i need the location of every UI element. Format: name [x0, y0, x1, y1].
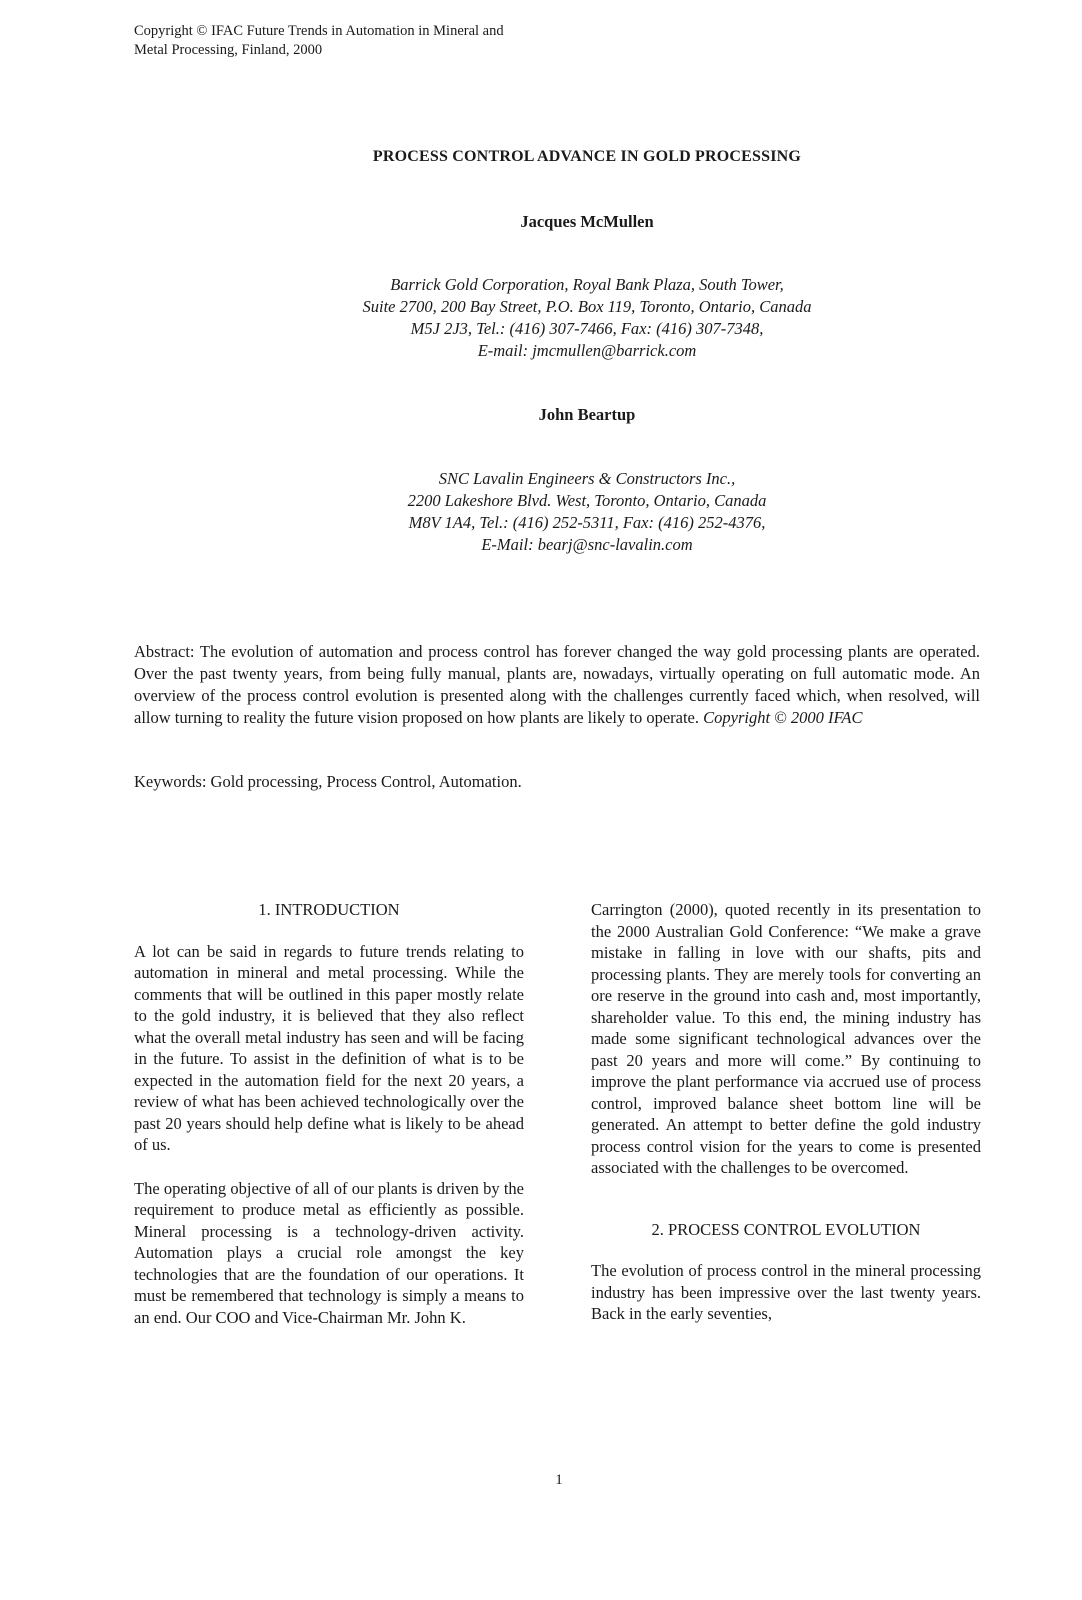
author-affiliation-2 [0, 468, 1082, 556]
affiliation-line: Suite 2700, 200 Bay Street, P.O. Box 119, Toronto, Ontario, Canada [362, 297, 812, 316]
author-name-1: Jacques McMullen [520, 212, 654, 231]
paragraph: Carrington (2000), quoted recently in its presentation to the 2000 Australian Gold Conference: “We make a grave mistake in falling in love with our shafts, pits and processing plants. They are merely tools for converting an ore reserve in the ground into cash and, most importantly, shareholder value. To this end, the mining industry has made some significant technological advances over the past 20 years and more will come.” By continuing to improve the plant performance via accrued use of process control, improved balance sheet bottom line will be generated. An attempt to better define the gold industry process control vision for the years to come is presented associated with the challenges to be overcomed. [591, 900, 981, 1177]
keywords: Keywords: Gold processing, Process Control, Automation. [134, 772, 522, 791]
paragraph: The evolution of process control in the mineral processing industry has been impressive over the last twenty years. Back in the early seventies, [591, 1261, 981, 1323]
affiliation-line: M8V 1A4, Tel.: (416) 252-5311, Fax: (416) 252-4376, [408, 513, 766, 532]
abstract-copyright: Copyright © 2000 IFAC [703, 708, 863, 727]
section-heading-process-control-evolution: 2. PROCESS CONTROL EVOLUTION [651, 1219, 921, 1239]
affiliation-line: M5J 2J3, Tel.: (416) 307-7466, Fax: (416) 307-7348, [410, 319, 764, 338]
affiliation-line: 2200 Lakeshore Blvd. West, Toronto, Ontario, Canada [407, 491, 767, 510]
affiliation-line: E-mail: jmcmullen@barrick.com [477, 341, 697, 360]
left-column [134, 899, 524, 1328]
affiliation-line: SNC Lavalin Engineers & Constructors Inc., [438, 469, 736, 488]
author-affiliation-1 [0, 274, 1082, 362]
copyright-notice [134, 22, 654, 60]
affiliation-line: E-Mail: bearj@snc-lavalin.com [481, 535, 693, 554]
paragraph: The operating objective of all of our plants is driven by the requirement to produce metal as efficiently as possible. Mineral processing is a technology-driven activity. Automation plays a crucial role amongst the key technologies that are the foundation of our operations. It must be remembered that technology is simply a means to an end. Our COO and Vice-Chairman Mr. John K. [134, 1178, 524, 1327]
page-number: 1 [555, 1472, 563, 1488]
copyright-line-2: Metal Processing, Finland, 2000 [134, 42, 323, 58]
author-name-2: John Beartup [538, 405, 636, 424]
affiliation-line: Barrick Gold Corporation, Royal Bank Plaza, South Tower, [390, 275, 784, 294]
copyright-line-1: Copyright © IFAC Future Trends in Automation in Mineral and [134, 23, 504, 39]
paragraph: A lot can be said in regards to future trends relating to automation in mineral and metal processing. While the comments that will be outlined in this paper mostly relate to the gold industry, it is believed that they also reflect what the overall metal industry has seen and will be facing in the future. To assist in the definition of what is to be expected in the automation field for the next 20 years, a review of what has been achieved technologically over the past 20 years should help define what is likely to be ahead of us. [134, 941, 524, 1154]
right-column [591, 899, 981, 1325]
paper-title: PROCESS CONTROL ADVANCE IN GOLD PROCESSING [372, 148, 802, 165]
abstract [134, 641, 980, 729]
abstract-text: Abstract: The evolution of automation and process control has forever changed the way gold processing plants are operated. Over the past twenty years, from being fully manual, plants are, nowadays, virtually operating on full automatic mode. An overview of the process control evolution is presented along with the challenges currently faced which, when resolved, will allow turning to reality the future vision proposed on how plants are likely to operate. [134, 642, 980, 727]
section-heading-introduction: 1. INTRODUCTION [258, 900, 400, 919]
